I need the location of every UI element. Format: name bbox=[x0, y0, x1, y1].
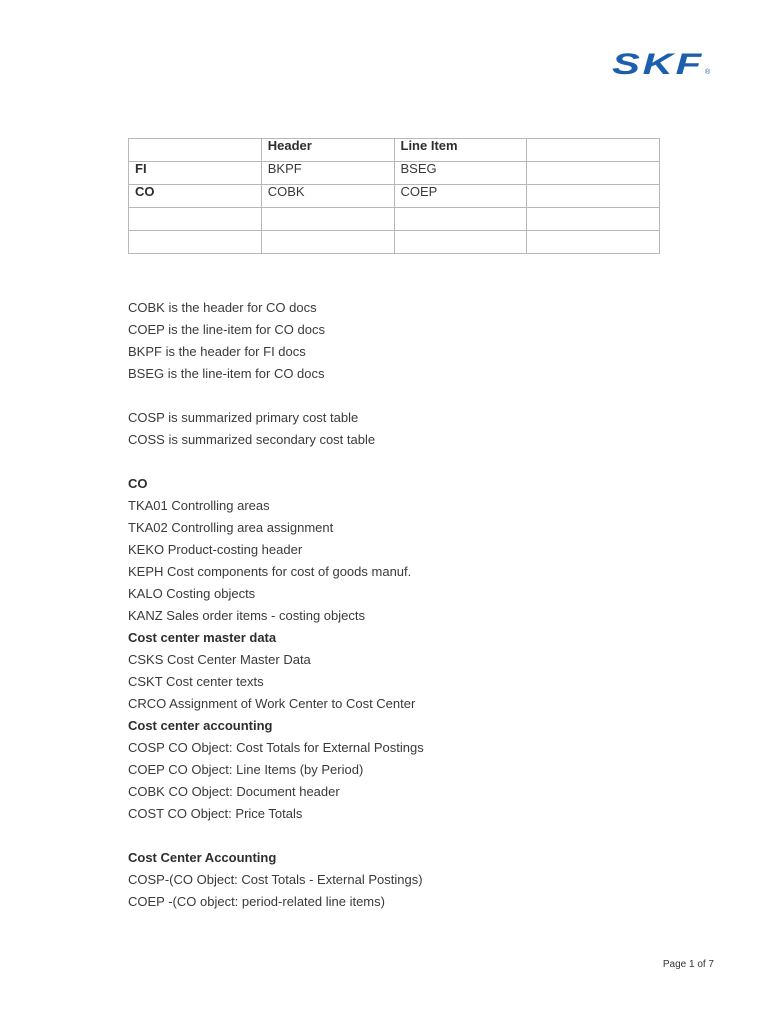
table-cell bbox=[129, 231, 262, 254]
table-cell: COBK bbox=[261, 185, 394, 208]
table-header-cell: Line Item bbox=[394, 139, 527, 162]
text-line: TKA02 Controlling area assignment bbox=[128, 520, 334, 535]
table-cell: BSEG bbox=[394, 162, 527, 185]
text-line: COST CO Object: Price Totals bbox=[128, 806, 303, 821]
skf-logo-icon bbox=[612, 48, 712, 78]
text-line: KEKO Product-costing header bbox=[128, 542, 303, 557]
table-cell: FI bbox=[129, 162, 262, 185]
table-header-cell bbox=[129, 139, 262, 162]
text-line: COBK is the header for CO docs bbox=[128, 300, 317, 315]
page-number: Page 1 of 7 bbox=[662, 959, 714, 970]
text-line: BKPF is the header for FI docs bbox=[128, 344, 306, 359]
text-line: COSS is summarized secondary cost table bbox=[128, 432, 376, 447]
table-cell bbox=[527, 162, 660, 185]
text-line: COSP CO Object: Cost Totals for External Postings bbox=[128, 740, 424, 755]
text-line: COSP-(CO Object: Cost Totals - External Postings) bbox=[128, 872, 423, 887]
table-cell bbox=[527, 208, 660, 231]
text-line: KANZ Sales order items - costing objects bbox=[128, 608, 365, 623]
table-cell bbox=[527, 185, 660, 208]
table-cell bbox=[261, 208, 394, 231]
spacer bbox=[128, 825, 688, 847]
section-heading-co: CO bbox=[128, 476, 148, 491]
table-row bbox=[129, 185, 660, 208]
text-line: COSP is summarized primary cost table bbox=[128, 410, 359, 425]
text-line: CSKT Cost center texts bbox=[128, 674, 264, 689]
document-body bbox=[128, 297, 688, 913]
text-line: BSEG is the line-item for CO docs bbox=[128, 366, 325, 381]
table-cell bbox=[129, 208, 262, 231]
table-cell: BKPF bbox=[261, 162, 394, 185]
text-line: COBK CO Object: Document header bbox=[128, 784, 340, 799]
spacer bbox=[128, 385, 688, 407]
table-mapping bbox=[128, 138, 660, 254]
text-line: KALO Costing objects bbox=[128, 586, 256, 601]
table-cell: CO bbox=[129, 185, 262, 208]
section-heading-cost-center-master-data: Cost center master data bbox=[128, 630, 277, 645]
logo-wordmark: SKF bbox=[612, 48, 704, 78]
table-row bbox=[129, 208, 660, 231]
logo-registered-mark: ® bbox=[705, 69, 711, 76]
table-row bbox=[129, 162, 660, 185]
table-cell bbox=[261, 231, 394, 254]
table-header-cell: Header bbox=[261, 139, 394, 162]
table-cell bbox=[527, 231, 660, 254]
text-line: COEP CO Object: Line Items (by Period) bbox=[128, 762, 364, 777]
table-cell: COEP bbox=[394, 185, 527, 208]
section-heading-cost-center-accounting: Cost center accounting bbox=[128, 718, 273, 733]
text-line: TKA01 Controlling areas bbox=[128, 498, 270, 513]
text-line: CSKS Cost Center Master Data bbox=[128, 652, 311, 667]
text-line: COEP -(CO object: period-related line items) bbox=[128, 894, 385, 909]
skf-logo bbox=[612, 48, 712, 78]
text-line: COEP is the line-item for CO docs bbox=[128, 322, 325, 337]
text-line: CRCO Assignment of Work Center to Cost Center bbox=[128, 696, 416, 711]
table-row bbox=[129, 231, 660, 254]
table-header-row bbox=[129, 139, 660, 162]
text-line: KEPH Cost components for cost of goods manuf. bbox=[128, 564, 412, 579]
table-cell bbox=[394, 231, 527, 254]
table-cell bbox=[394, 208, 527, 231]
section-heading-cost-center-accounting-2: Cost Center Accounting bbox=[128, 850, 277, 865]
spacer bbox=[128, 451, 688, 473]
table-header-cell bbox=[527, 139, 660, 162]
